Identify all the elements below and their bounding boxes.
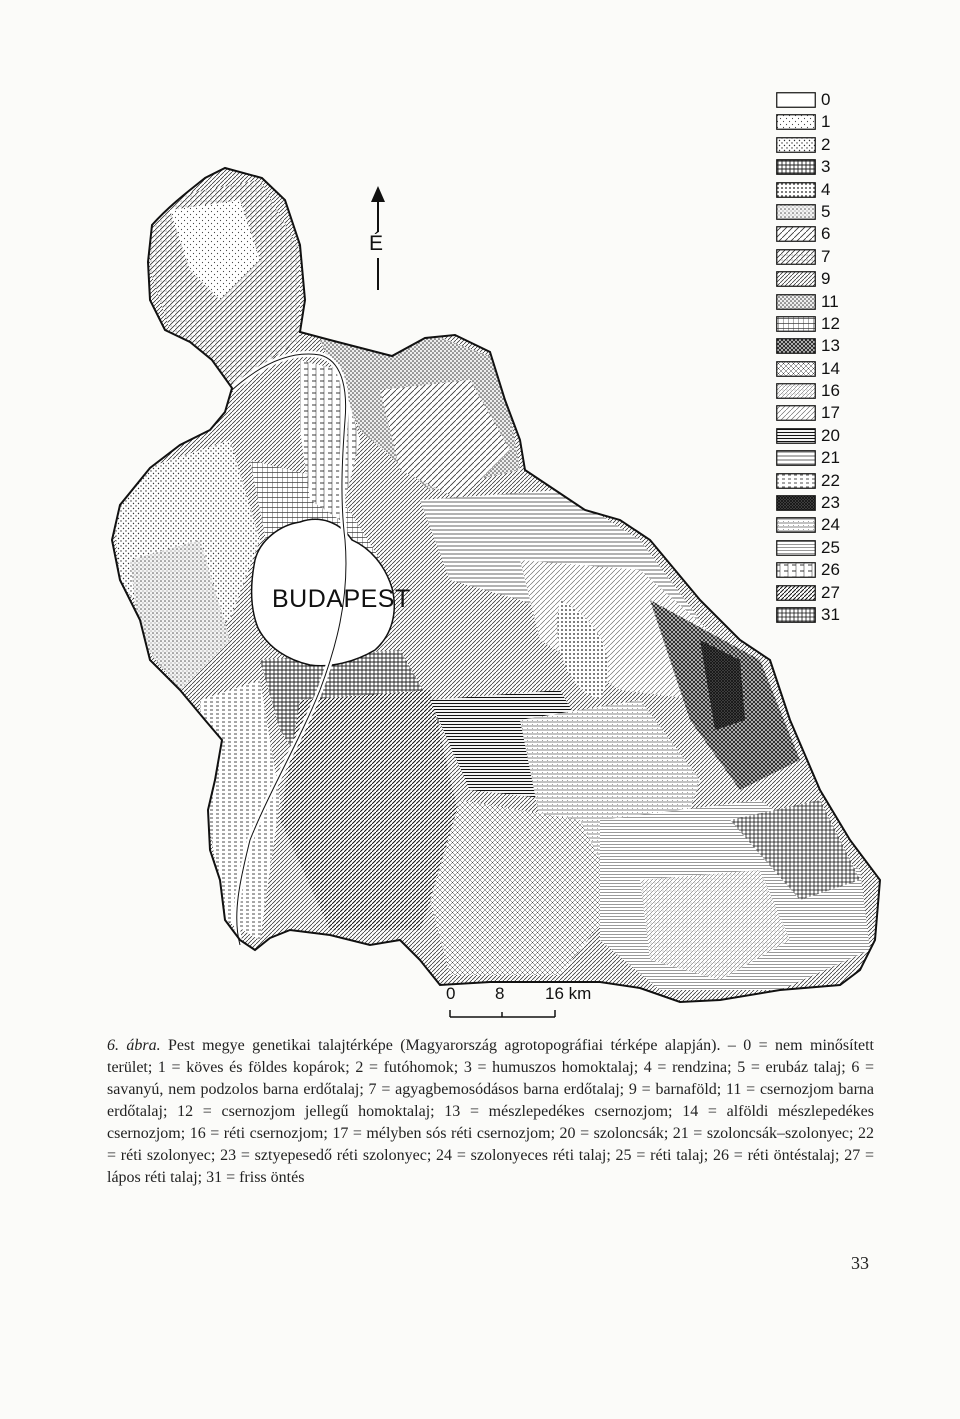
legend-code: 31 (821, 604, 840, 624)
legend-swatch (776, 92, 816, 108)
legend-item (776, 247, 876, 269)
scale-tick-0: 0 (446, 984, 456, 1003)
legend-swatch (776, 316, 816, 332)
legend-swatch (776, 495, 816, 511)
legend-code: 21 (821, 448, 840, 468)
legend-code: 4 (821, 179, 831, 199)
legend-code: 14 (821, 358, 840, 378)
legend-swatch (776, 383, 816, 399)
legend-item (776, 157, 876, 179)
legend-swatch (776, 585, 816, 601)
legend-code: 22 (821, 470, 840, 490)
legend-swatch (776, 562, 816, 578)
legend-item (776, 538, 876, 560)
legend-item (776, 292, 876, 314)
legend-swatch (776, 405, 816, 421)
legend-item (776, 471, 876, 493)
scale-tick-16: 16 km (545, 984, 592, 1003)
legend-code: 25 (821, 537, 840, 557)
legend-code: 5 (821, 201, 831, 221)
legend-code: 12 (821, 313, 840, 333)
legend-code: 27 (821, 582, 840, 602)
legend-item (776, 515, 876, 537)
legend-code: 3 (821, 157, 831, 177)
budapest-label: BUDAPEST (272, 585, 411, 613)
legend-swatch (776, 428, 816, 444)
legend-item (776, 314, 876, 336)
legend-item (776, 493, 876, 515)
legend-item (776, 381, 876, 403)
legend-swatch (776, 540, 816, 556)
figure-label: 6. ábra. (107, 1037, 161, 1054)
legend-item (776, 269, 876, 291)
legend-code: 0 (821, 90, 831, 109)
legend-code: 23 (821, 493, 840, 513)
legend-swatch (776, 204, 816, 220)
legend-item (776, 224, 876, 246)
legend-item (776, 605, 876, 627)
legend-code: 6 (821, 224, 831, 244)
legend-item (776, 403, 876, 425)
legend-swatch (776, 226, 816, 242)
scale-tick-8: 8 (495, 984, 505, 1003)
legend-swatch (776, 249, 816, 265)
figure-caption (107, 1035, 874, 1189)
legend-item (776, 426, 876, 448)
page-number: 33 (851, 1253, 869, 1273)
legend-swatch (776, 450, 816, 466)
legend-code: 1 (821, 112, 831, 132)
legend-swatch (776, 338, 816, 354)
legend-item (776, 560, 876, 582)
caption-text: Pest megye genetikai talajtérképe (Magyarország agrotopográfiai térképe alapján). – 0 = nem minősített terület; 1 = köves és földes kopárok; 2 = futóhomok; 3 = humuszos homoktalaj; 4 = rendzina; 5 = erubáz talaj; 6 = savanyú, nem podzolos barna erdőtalaj; 7 = agyagbemosódásos barna erdőtalaj; 9 = barnaföld; 11 = csernozjom barna erdőtalaj; 12 = csernozjom jellegű homoktalaj; 13 = mészlepedékes csernozjom; 14 = alföldi mészlepedékes csernozjom; 16 = réti csernozjom; 17 = mélyben sós réti csernozjom; 20 = szoloncsák; 21 = szoloncsák–szolonyec; 22 = réti szolonyec; 23 = sztyepesedő réti szolonyec; 24 = szolonyeces réti talaj; 25 = réti talaj; 26 = réti öntéstalaj; 27 = lápos réti talaj; 31 = friss öntés (107, 1037, 875, 1186)
legend-item (776, 90, 876, 112)
legend-code: 7 (821, 246, 831, 266)
scale-bar (450, 1010, 555, 1017)
legend-swatch (776, 182, 816, 198)
legend-code: 26 (821, 560, 840, 580)
legend-item (776, 448, 876, 470)
legend-swatch (776, 271, 816, 287)
legend-swatch (776, 159, 816, 175)
legend-code: 20 (821, 425, 840, 445)
legend-code: 11 (821, 291, 839, 311)
map-legend (776, 90, 876, 627)
legend-swatch (776, 517, 816, 533)
legend-swatch (776, 361, 816, 377)
legend-code: 16 (821, 381, 840, 401)
legend-code: 17 (821, 403, 840, 423)
legend-swatch (776, 607, 816, 623)
legend-swatch (776, 294, 816, 310)
legend-code: 13 (821, 336, 840, 356)
legend-item (776, 180, 876, 202)
legend-code: 2 (821, 134, 831, 154)
legend-item (776, 135, 876, 157)
legend-item (776, 359, 876, 381)
legend-item (776, 112, 876, 134)
legend-code: 24 (821, 515, 840, 535)
legend-item (776, 336, 876, 358)
north-label: É (369, 232, 384, 255)
legend-code: 9 (821, 269, 831, 289)
legend-swatch (776, 473, 816, 489)
legend-item (776, 583, 876, 605)
legend-swatch (776, 114, 816, 130)
legend-item (776, 202, 876, 224)
legend-swatch (776, 137, 816, 153)
